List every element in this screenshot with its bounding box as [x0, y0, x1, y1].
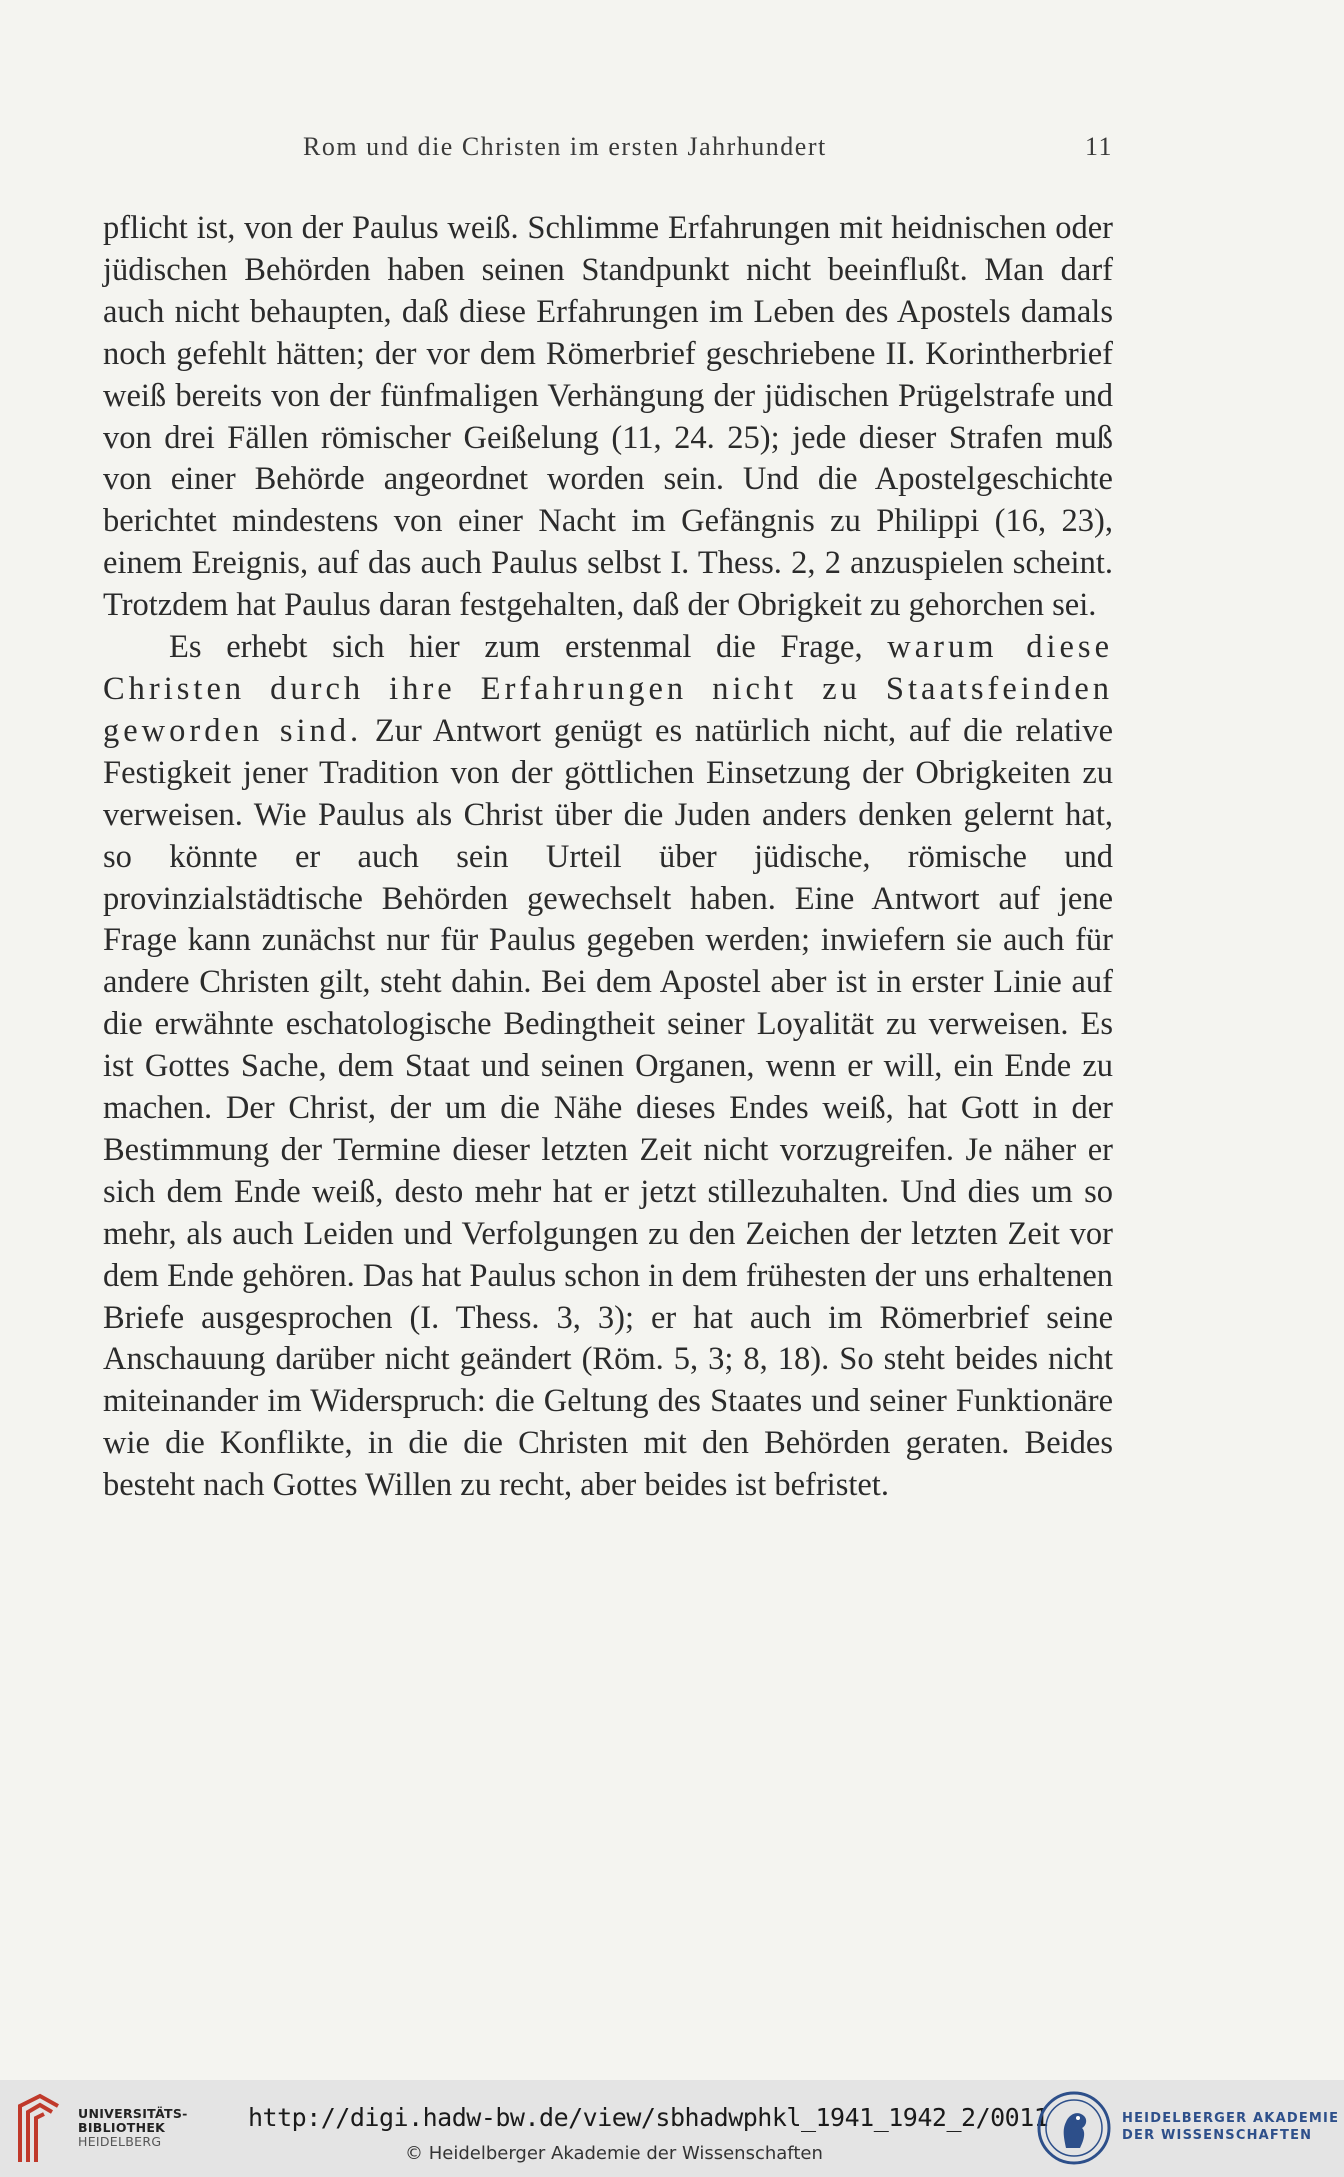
paragraph-2 — [103, 627, 1113, 1507]
paragraph-2-rest: Zur Antwort genügt es natürlich nicht, auf die relative Festigkeit jener Tradition von der göttlichen Einsetzung der Obrigkeiten zu verweisen. Wie Paulus als Christ über die Juden anders denken gelernt hat, so könnte er auch sein Urteil über jüdische, römische und provinzialstädtische Behörden gewechselt haben. Eine Antwort auf jene Frage kann zunächst nur für Paulus gegeben werden; inwiefern sie auch für andere Christen gilt, steht dahin. Bei dem Apostel aber ist in erster Linie auf die erwähnte eschatologische Bedingtheit seiner Loyalität zu verweisen. Es ist Gottes Sache, dem Staat und seinen Organen, wenn er will, ein Ende zu machen. Der Christ, der um die Nähe dieses Endes weiß, hat Gott in der Bestimmung der Termine dieser letzten Zeit nicht vorzugreifen. Je näher er sich dem Ende weiß, desto mehr hat er jetzt stillezuhalten. Und dies um so mehr, als auch Leiden und Verfolgungen zu den Zeichen der letzten Zeit vor dem Ende gehören. Das hat Paulus schon in dem frühesten der uns erhaltenen Briefe ausgesprochen (I. Thess. 3, 3); er hat auch im Römerbrief seine Anschauung darüber nicht geändert (Röm. 5, 3; 8, 18). So steht beides nicht miteinander im Widerspruch: die Geltung des Staates und seiner Funktionäre wie die Konflikte, in die die Christen mit den Behörden geraten. Beides besteht nach Gottes Willen zu recht, aber beides ist befristet. — [103, 712, 1114, 1504]
academy-name — [1122, 2110, 1339, 2144]
paragraph-1: pflicht ist, von der Paulus weiß. Schlimme Erfahrungen mit heidnischen oder jüdischen Behörden haben seinen Standpunkt nicht beeinflußt. Man darf auch nicht behaupten, daß diese Erfahrungen im Leben des Apostels damals noch gefehlt hätten; der vor dem Römerbrief geschriebene II. Korintherbrief weiß bereits von der fünfmaligen Verhängung der jüdischen Prügelstrafe und von drei Fällen römischer Geißelung (11, 24. 25); jede dieser Strafen muß von einer Behörde angeordnet worden sein. Und die Apostelgeschichte berichtet mindestens von einer Nacht im Gefängnis zu Philippi (16, 23), einem Ereignis, auf das auch Paulus selbst I. Thess. 2, 2 anzuspielen scheint. Trotzdem hat Paulus daran festgehalten, daß der Obrigkeit zu gehorchen sei. — [103, 210, 1113, 624]
body-text — [103, 208, 1113, 1507]
university-library-logo-icon — [12, 2092, 66, 2164]
page-number: 11 — [1084, 132, 1113, 161]
emphasized-question: warum diese Christen durch ihre Erfahrungen nicht zu Staatsfeinden geworden sind. — [103, 629, 1114, 749]
library-name — [78, 2107, 188, 2149]
library-name-line3: HEIDELBERG — [78, 2134, 162, 2149]
library-name-line2: BIBLIOTHEK — [78, 2120, 166, 2135]
copyright-notice: © Heidelberger Akademie der Wissenschaften — [405, 2143, 823, 2164]
library-name-line1: UNIVERSITÄTS- — [78, 2106, 188, 2121]
academy-name-line2: DER WISSENSCHAFTEN — [1122, 2128, 1313, 2143]
academy-name-line1: HEIDELBERGER AKADEMIE — [1122, 2111, 1340, 2126]
footer-bar — [0, 2080, 1344, 2177]
paragraph-2-lead: Es erhebt sich hier zum erstenmal die Frage, — [169, 629, 863, 666]
running-title: Rom und die Christen im ersten Jahrhundert — [303, 132, 827, 161]
academy-seal-icon — [1036, 2090, 1112, 2166]
permalink-url[interactable]: http://digi.hadw-bw.de/view/sbhadwphkl_1941_1942_2/0011 — [248, 2103, 1049, 2132]
